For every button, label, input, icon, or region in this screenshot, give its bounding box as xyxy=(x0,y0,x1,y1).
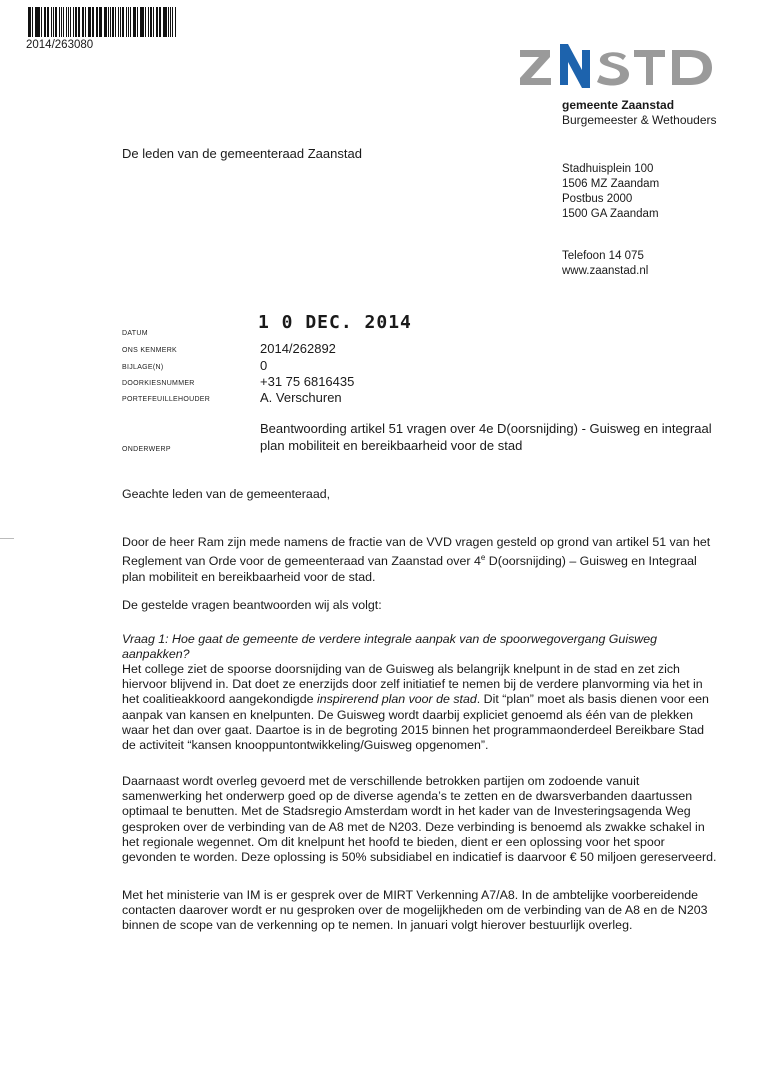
answer-paragraph-2: Daarnaast wordt overleg gevoerd met de verschillende betrokken partijen om zodoende vanuit samenwerking het onderwerp goed op de diverse agenda’s te zetten en de dwarsverbanden daartussen optimaal te benutten. Met de Stadsregio Amsterdam wordt in het kader van de Investeringsagenda Weg gesproken over de verbinding van de A8 met de N203. Deze verbinding is benoemd als zwakke schakel in het regionale wegennet. Om dit knelpunt het hoofd te bieden, dient er een oplossing voor het spoor gevonden te worden. Deze oplossing is 50% subsidiabel en indicatief is daarvoor € 50 miljoen gereserveerd. xyxy=(122,774,717,865)
org-name: gemeente Zaanstad xyxy=(562,98,675,112)
salutation: Geachte leden van de gemeenteraad, xyxy=(122,487,331,501)
barcode-bar xyxy=(61,7,62,37)
superscript: e xyxy=(480,553,486,563)
org-subtitle: Burgemeester & Wethouders xyxy=(562,113,717,127)
phone: Telefoon 14 075 xyxy=(562,250,644,262)
barcode-bar xyxy=(99,7,102,37)
barcode-bar xyxy=(70,7,72,37)
barcode-bar xyxy=(75,7,78,37)
intro-paragraph xyxy=(122,535,720,585)
zaanstad-logo xyxy=(520,44,715,88)
kenmerk-label: ONS KENMERK xyxy=(122,347,178,354)
recipient: De leden van de gemeenteraad Zaanstad xyxy=(122,146,362,161)
address-block xyxy=(562,162,659,222)
margin-mark xyxy=(0,538,14,539)
barcode-bar xyxy=(120,7,121,37)
barcode-bar xyxy=(134,7,136,37)
question-1: Vraag 1: Hoe gaat de gemeente de verdere integrale aanpak van de spoorwegovergang Guisweg aanpakken? xyxy=(122,632,657,662)
barcode-bar xyxy=(47,7,49,37)
barcode-bar xyxy=(92,7,94,37)
bijlage-label: BIJLAGE(N) xyxy=(122,364,164,371)
datum-label: DATUM xyxy=(122,330,148,337)
barcode-bar xyxy=(37,7,40,37)
barcode-bar xyxy=(85,7,86,37)
barcode-bar xyxy=(145,7,146,37)
doorkies-label: DOORKIESNUMMER xyxy=(122,380,195,387)
barcode-bar xyxy=(55,7,58,37)
address-line: 1506 MZ Zaandam xyxy=(562,178,660,190)
barcode-bar xyxy=(141,7,144,37)
website: www.zaanstad.nl xyxy=(562,265,649,277)
barcode-bar xyxy=(153,7,154,37)
intro-text-end: D(oorsnijding) – Guisweg en Integraal plan mobiliteit en bereikbaarheid voor de stad. xyxy=(122,554,697,584)
address-line: 1500 GA Zaandam xyxy=(562,208,659,220)
answer-text: Het college ziet de spoorse doorsnijding van de Guisweg als belangrijk knelpunt in de stad en zet zich hiervoor blijvend in. Dat doet ze enerzijds door zelf initiatief te nemen bij de verdere planvorming via het in het coalitieakkoord aangekondigde xyxy=(122,662,703,707)
answer-intro: De gestelde vragen beantwoorden wij als volgt: xyxy=(122,598,382,612)
barcode-bar xyxy=(41,7,42,37)
barcode-bar xyxy=(78,7,80,37)
barcode-bar xyxy=(68,7,69,37)
onderwerp-label: ONDERWERP xyxy=(122,446,171,453)
barcode-bar xyxy=(159,7,161,37)
portefeuille-value: A. Verschuren xyxy=(260,390,342,405)
barcode-bar xyxy=(63,7,65,37)
barcode-bar xyxy=(168,7,169,37)
kenmerk-value: 2014/262892 xyxy=(260,341,336,356)
intro-text: Door de heer Ram zijn mede namens de fractie van de VVD vragen gesteld op grond van artikel 51 van het Reglement van Orde voor de gemeenteraad van Zaanstad over 4 xyxy=(122,535,711,569)
barcode-bar xyxy=(164,7,167,37)
portefeuille-label: PORTEFEUILLEHOUDER xyxy=(122,396,211,403)
barcode-bar xyxy=(130,7,131,37)
subject: Beantwoording artikel 51 vragen over 4e D(oorsnijding) - Guisweg en integraal plan mobiliteit en bereikbaarheid voor de stad xyxy=(260,421,712,453)
barcode-bar xyxy=(45,7,46,37)
barcode-bar xyxy=(108,7,109,37)
barcode-bar xyxy=(137,7,138,37)
barcode-bar xyxy=(122,7,125,37)
barcode-bar xyxy=(115,7,117,37)
barcode-bar xyxy=(97,7,98,37)
address-line: Stadhuisplein 100 xyxy=(562,163,654,175)
barcode-bar xyxy=(150,7,152,37)
answer-text-end: . Dit “plan” moet als basis dienen voor een aanpak van kansen en knelpunten. De Guisweg wordt daarbij expliciet genoemd als één van de plekken waar het dan over gaat. Daartoe is in de begroting 2015 binnen het programmaonderdeel Bereikbare Stad de activiteit “kansen knooppuntontwikkeling/Guisweg opgenomen”. xyxy=(122,692,709,753)
barcode-bar xyxy=(157,7,158,37)
doorkies-value: +31 75 6816435 xyxy=(260,374,355,389)
barcode-bar xyxy=(128,7,130,37)
barcode-bar xyxy=(30,7,31,37)
answer-paragraph-3: Met het ministerie van IM is er gesprek over de MIRT Verkenning A7/A8. In de ambtelijke voorbereidende contacten daarover wordt er nu gesproken over de mogelijkheden om de verbinding van de A8 en de N203 binnen de scope van de verkenning op te nemen. In januari volgt hierover bestuurlijk overleg. xyxy=(122,888,708,933)
date-stamp: 1 0 DEC. 2014 xyxy=(258,312,412,333)
barcode-bar xyxy=(175,7,176,37)
bijlage-value: 0 xyxy=(260,358,268,373)
barcode-bar xyxy=(83,7,84,37)
address-line: Postbus 2000 xyxy=(562,193,633,205)
barcode-bar xyxy=(172,7,174,37)
barcode-bar xyxy=(112,7,114,37)
barcode-number: 2014/263080 xyxy=(26,39,94,51)
answer-italic: inspirerend plan voor de stad xyxy=(316,692,477,707)
barcode xyxy=(28,7,180,37)
barcode-bar xyxy=(53,7,54,37)
barcode-bar xyxy=(90,7,91,37)
contact-block xyxy=(562,249,648,279)
barcode-bar xyxy=(105,7,107,37)
answer-paragraph-1 xyxy=(122,662,720,753)
barcode-bar xyxy=(32,7,33,37)
